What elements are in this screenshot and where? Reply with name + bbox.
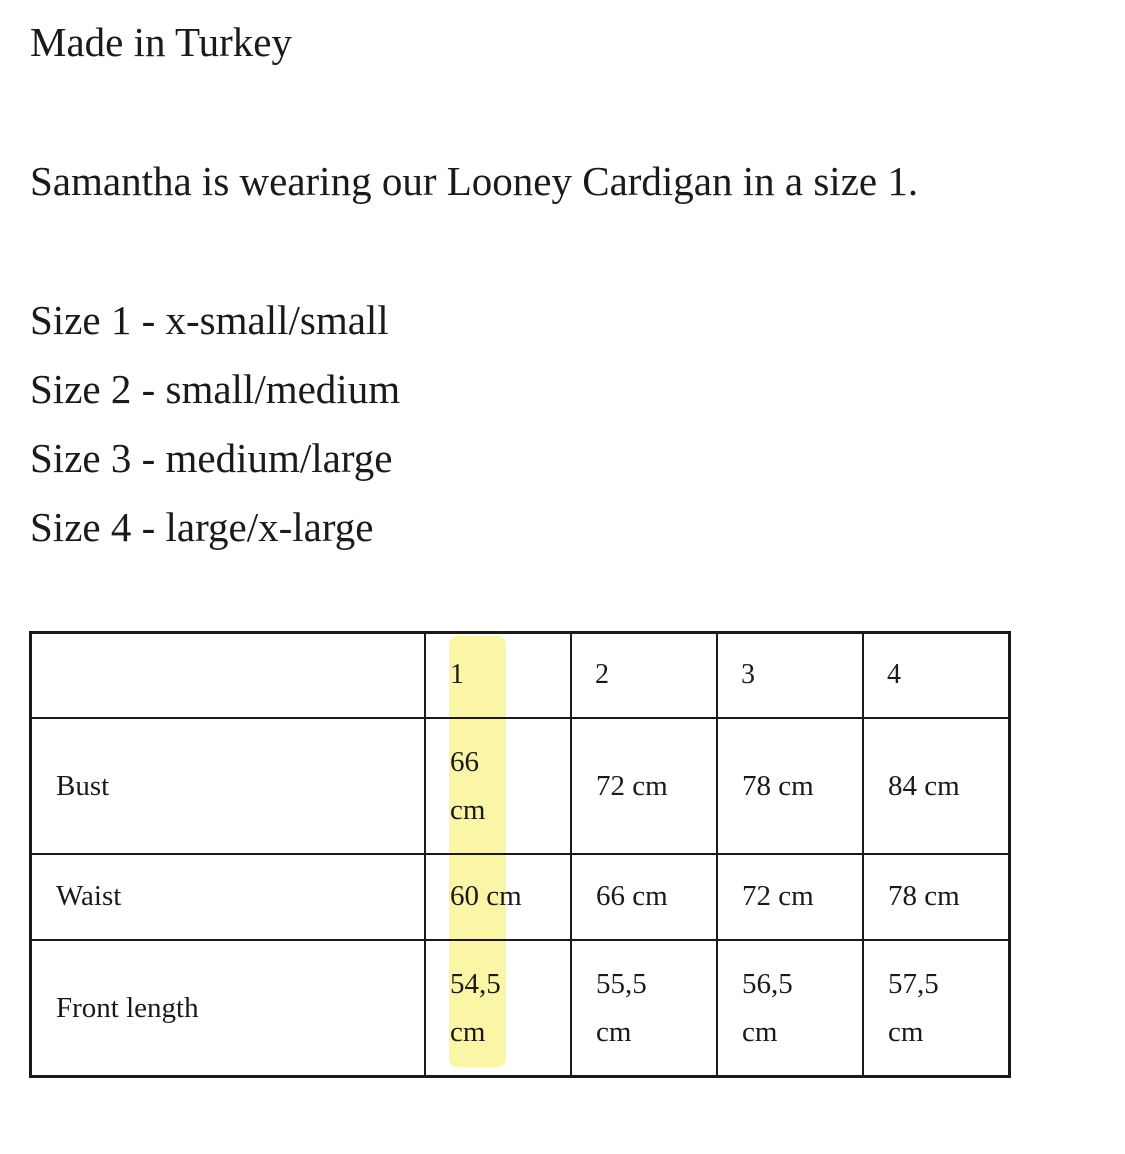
waist-size-4: 78 cm [888,880,960,912]
size-item-1: Size 1 - x-small/small [30,297,389,343]
size-item-4: Size 4 - large/x-large [30,504,374,550]
row-label-front-length: Front length [56,992,199,1024]
row-label-waist: Waist [56,880,122,912]
front-length-size-1: 54,5 cm [450,968,501,1048]
waist-size-2: 66 cm [596,880,668,912]
origin-text: Made in Turkey [30,19,292,65]
header-size-1: 1 [450,659,464,690]
bust-size-2: 72 cm [596,770,668,802]
table-row-divider [29,717,1011,719]
table-row-divider [29,853,1011,855]
bust-size-4: 84 cm [888,770,960,802]
waist-size-3: 72 cm [742,880,814,912]
table-row-divider [29,939,1011,941]
waist-size-1: 60 cm [450,880,522,912]
size-list [30,295,400,571]
front-length-size-2: 55,5 cm [596,968,647,1048]
size-item-2: Size 2 - small/medium [30,366,401,412]
row-label-bust: Bust [56,770,110,802]
bust-size-3: 78 cm [742,770,814,802]
front-length-size-3: 56,5 cm [742,968,793,1048]
bust-size-1: 66 cm [450,746,486,826]
size-item-3: Size 3 - medium/large [30,435,393,481]
header-size-2: 2 [595,659,609,690]
front-length-size-4: 57,5 cm [888,968,939,1048]
header-size-4: 4 [887,659,901,690]
model-note-text: Samantha is wearing our Looney Cardigan in a size 1. [30,158,919,204]
header-size-3: 3 [741,659,755,690]
